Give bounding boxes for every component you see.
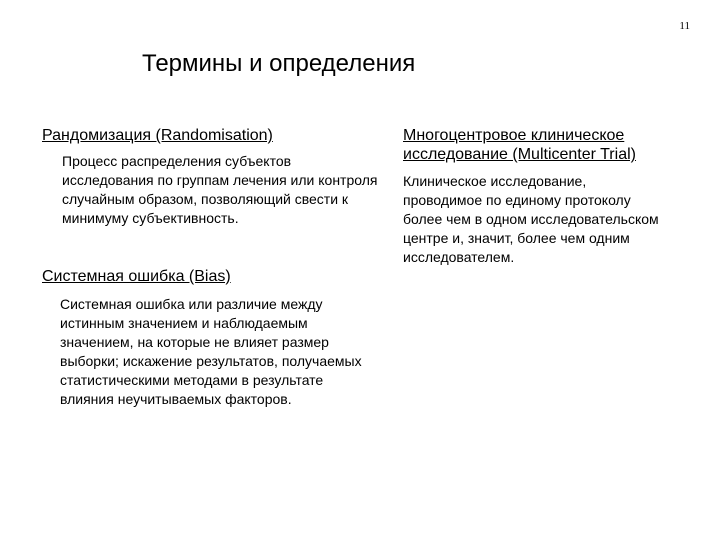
page-number: 11 [679,20,690,32]
definition-bias: Системная ошибка или различие между истинным значением и наблюдаемым значением, на которые не влияет размер выборки; искажение результатов, получаемых статистическими методами в результате влияния неучитываемых факторов. [60,296,362,407]
term-randomisation: Рандомизация (Randomisation) [42,127,273,144]
term-multicenter-trial: Многоцентровое клиническое исследование (Multicenter Trial) [403,127,636,163]
page-title: Термины и определения [142,50,416,77]
left-column [42,126,382,409]
right-column [403,126,703,267]
term-bias: Системная ошибка (Bias) [42,268,231,285]
definition-multicenter-trial: Клиническое исследование, проводимое по единому протоколу более чем в одном исследовательском центре и, значит, более чем одним исследователем. [403,173,659,265]
definition-randomisation: Процесс распределения субъектов исследования по группам лечения или контроля случайным образом, позволяющий свести к минимуму субъективность. [62,153,378,226]
